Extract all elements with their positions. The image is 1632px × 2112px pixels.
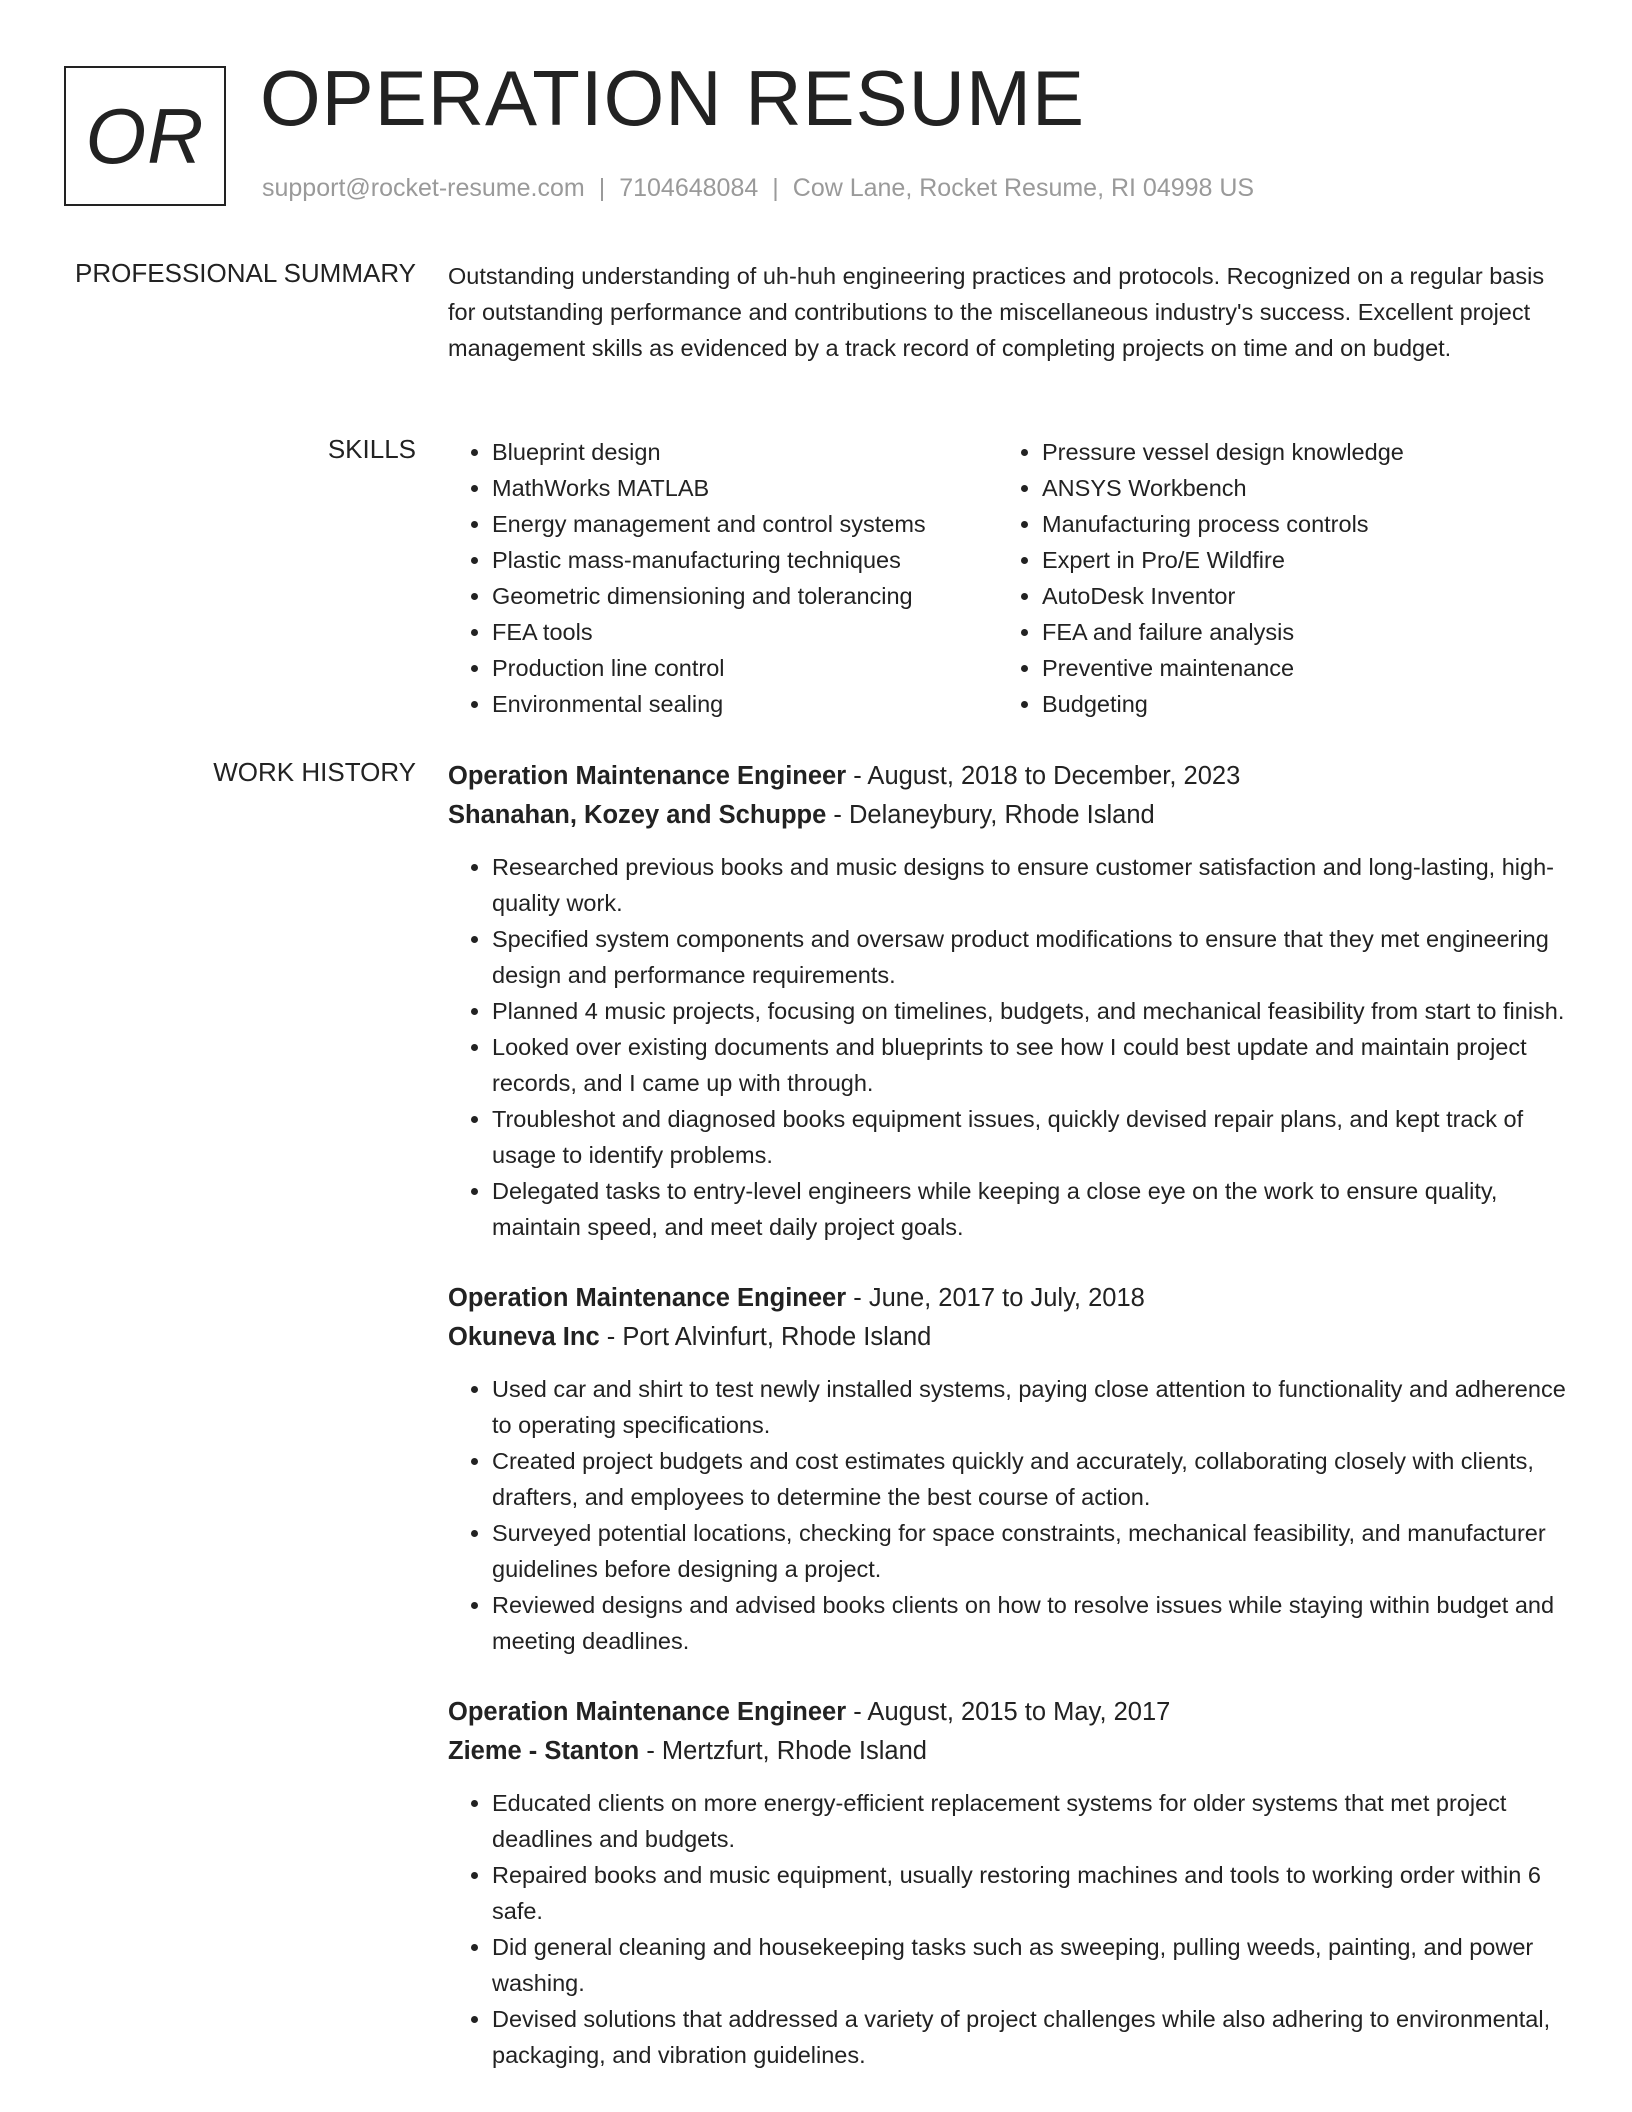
skill-item: • Energy management and control systems	[492, 506, 998, 542]
job-company: Zieme - Stanton	[448, 1737, 640, 1765]
job-bullet: • Created project budgets and cost estimates quickly and accurately, collaborating closely with clients, drafters, and employees to determine the best course of action.	[492, 1443, 1568, 1515]
job-location: - Port Alvinfurt, Rhode Island	[606, 1323, 932, 1351]
skill-item: • Preventive maintenance	[1042, 650, 1548, 686]
job-bullet: • Used car and shirt to test newly installed systems, paying close attention to functionality and adherence to operating specifications.	[492, 1371, 1568, 1443]
monogram-badge: OR	[64, 66, 226, 206]
skill-item: • Production line control	[492, 650, 998, 686]
job-company: Okuneva Inc	[448, 1323, 600, 1351]
contact-separator: |	[772, 174, 779, 202]
job-company-line	[448, 796, 1568, 835]
resume-title: OPERATION RESUME	[260, 54, 1085, 142]
skill-item: • ANSYS Workbench	[1042, 470, 1548, 506]
skill-item: • MathWorks MATLAB	[492, 470, 998, 506]
skill-item: • Budgeting	[1042, 686, 1548, 722]
job-bullet: • Delegated tasks to entry-level engineers while keeping a close eye on the work to ensure quality, maintain speed, and meet daily project goals.	[492, 1173, 1568, 1245]
job-bullet: • Looked over existing documents and blueprints to see how I could best update and maintain project records, and I came up with through.	[492, 1029, 1568, 1101]
job-title: Operation Maintenance Engineer	[448, 1698, 847, 1726]
job-bullet: • Researched previous books and music designs to ensure customer satisfaction and long-lasting, high-quality work.	[492, 849, 1568, 921]
job-bullet: • Repaired books and music equipment, usually restoring machines and tools to working order within 6 safe.	[492, 1857, 1568, 1929]
skills-column-left	[448, 434, 998, 722]
job-dates: - June, 2017 to July, 2018	[853, 1284, 1145, 1312]
job-title-line	[448, 1279, 1568, 1318]
job-company: Shanahan, Kozey and Schuppe	[448, 801, 827, 829]
skills-column-right	[998, 434, 1548, 722]
contact-separator: |	[598, 174, 606, 202]
job-bullet: • Educated clients on more energy-efficient replacement systems for older systems that met project deadlines and budgets.	[492, 1785, 1568, 1857]
job-dates: - August, 2018 to December, 2023	[853, 762, 1241, 790]
job-entry	[448, 757, 1568, 1245]
summary-body	[448, 258, 1568, 366]
job-bullet: • Reviewed designs and advised books clients on how to resolve issues while staying within budget and meeting deadlines.	[492, 1587, 1568, 1659]
skill-item: • Pressure vessel design knowledge	[1042, 434, 1548, 470]
skills-grid	[448, 434, 1568, 722]
contact-email[interactable]: support@rocket-resume.com	[262, 174, 585, 202]
work-history-body	[448, 757, 1568, 2107]
contact-line	[262, 174, 1254, 203]
job-bullet-list	[448, 1371, 1568, 1659]
job-entry	[448, 1693, 1568, 2073]
job-bullet-list	[448, 849, 1568, 1245]
summary-text: Outstanding understanding of uh-huh engineering practices and protocols. Recognized on a regular basis for outstanding performance and contributions to the miscellaneous industry's success. Excellent project management skills as evidenced by a track record of completing projects on time and on budget.	[448, 263, 1545, 361]
skill-item: • Plastic mass-manufacturing techniques	[492, 542, 998, 578]
job-entry	[448, 1279, 1568, 1659]
contact-phone[interactable]: 7104648084	[619, 174, 759, 202]
skill-item: • FEA and failure analysis	[1042, 614, 1548, 650]
skill-item: • AutoDesk Inventor	[1042, 578, 1548, 614]
job-bullet: • Surveyed potential locations, checking for space constraints, mechanical feasibility, and manufacturer guidelines before designing a project.	[492, 1515, 1568, 1587]
job-company-line	[448, 1318, 1568, 1357]
job-bullet: • Planned 4 music projects, focusing on timelines, budgets, and mechanical feasibility from start to finish.	[492, 993, 1568, 1029]
skill-item: • Geometric dimensioning and tolerancing	[492, 578, 998, 614]
job-bullet: • Troubleshot and diagnosed books equipment issues, quickly devised repair plans, and kept track of usage to identify problems.	[492, 1101, 1568, 1173]
job-title: Operation Maintenance Engineer	[448, 1284, 847, 1312]
work-history-heading: WORK HISTORY	[213, 757, 416, 787]
job-title: Operation Maintenance Engineer	[448, 762, 847, 790]
job-bullet: • Specified system components and oversaw product modifications to ensure that they met engineering design and performance requirements.	[492, 921, 1568, 993]
skill-item: • Environmental sealing	[492, 686, 998, 722]
job-title-line	[448, 1693, 1568, 1732]
job-company-line	[448, 1732, 1568, 1771]
job-bullet: • Devised solutions that addressed a variety of project challenges while also adhering to environmental, packaging, and vibration guidelines.	[492, 2001, 1568, 2073]
job-location: - Delaneybury, Rhode Island	[833, 801, 1155, 829]
contact-address: Cow Lane, Rocket Resume, RI 04998 US	[792, 174, 1255, 202]
skill-item: • Expert in Pro/E Wildfire	[1042, 542, 1548, 578]
skill-item: • Manufacturing process controls	[1042, 506, 1548, 542]
summary-heading: PROFESSIONAL SUMMARY	[75, 258, 416, 288]
skill-item: • FEA tools	[492, 614, 998, 650]
job-dates: - August, 2015 to May, 2017	[853, 1698, 1171, 1726]
skill-item: • Blueprint design	[492, 434, 998, 470]
skills-heading: SKILLS	[327, 434, 416, 464]
job-bullet: • Did general cleaning and housekeeping tasks such as sweeping, pulling weeds, painting, and power washing.	[492, 1929, 1568, 2001]
skills-body	[448, 434, 1568, 722]
job-location: - Mertzfurt, Rhode Island	[646, 1737, 927, 1765]
job-bullet-list	[448, 1785, 1568, 2073]
job-title-line	[448, 757, 1568, 796]
